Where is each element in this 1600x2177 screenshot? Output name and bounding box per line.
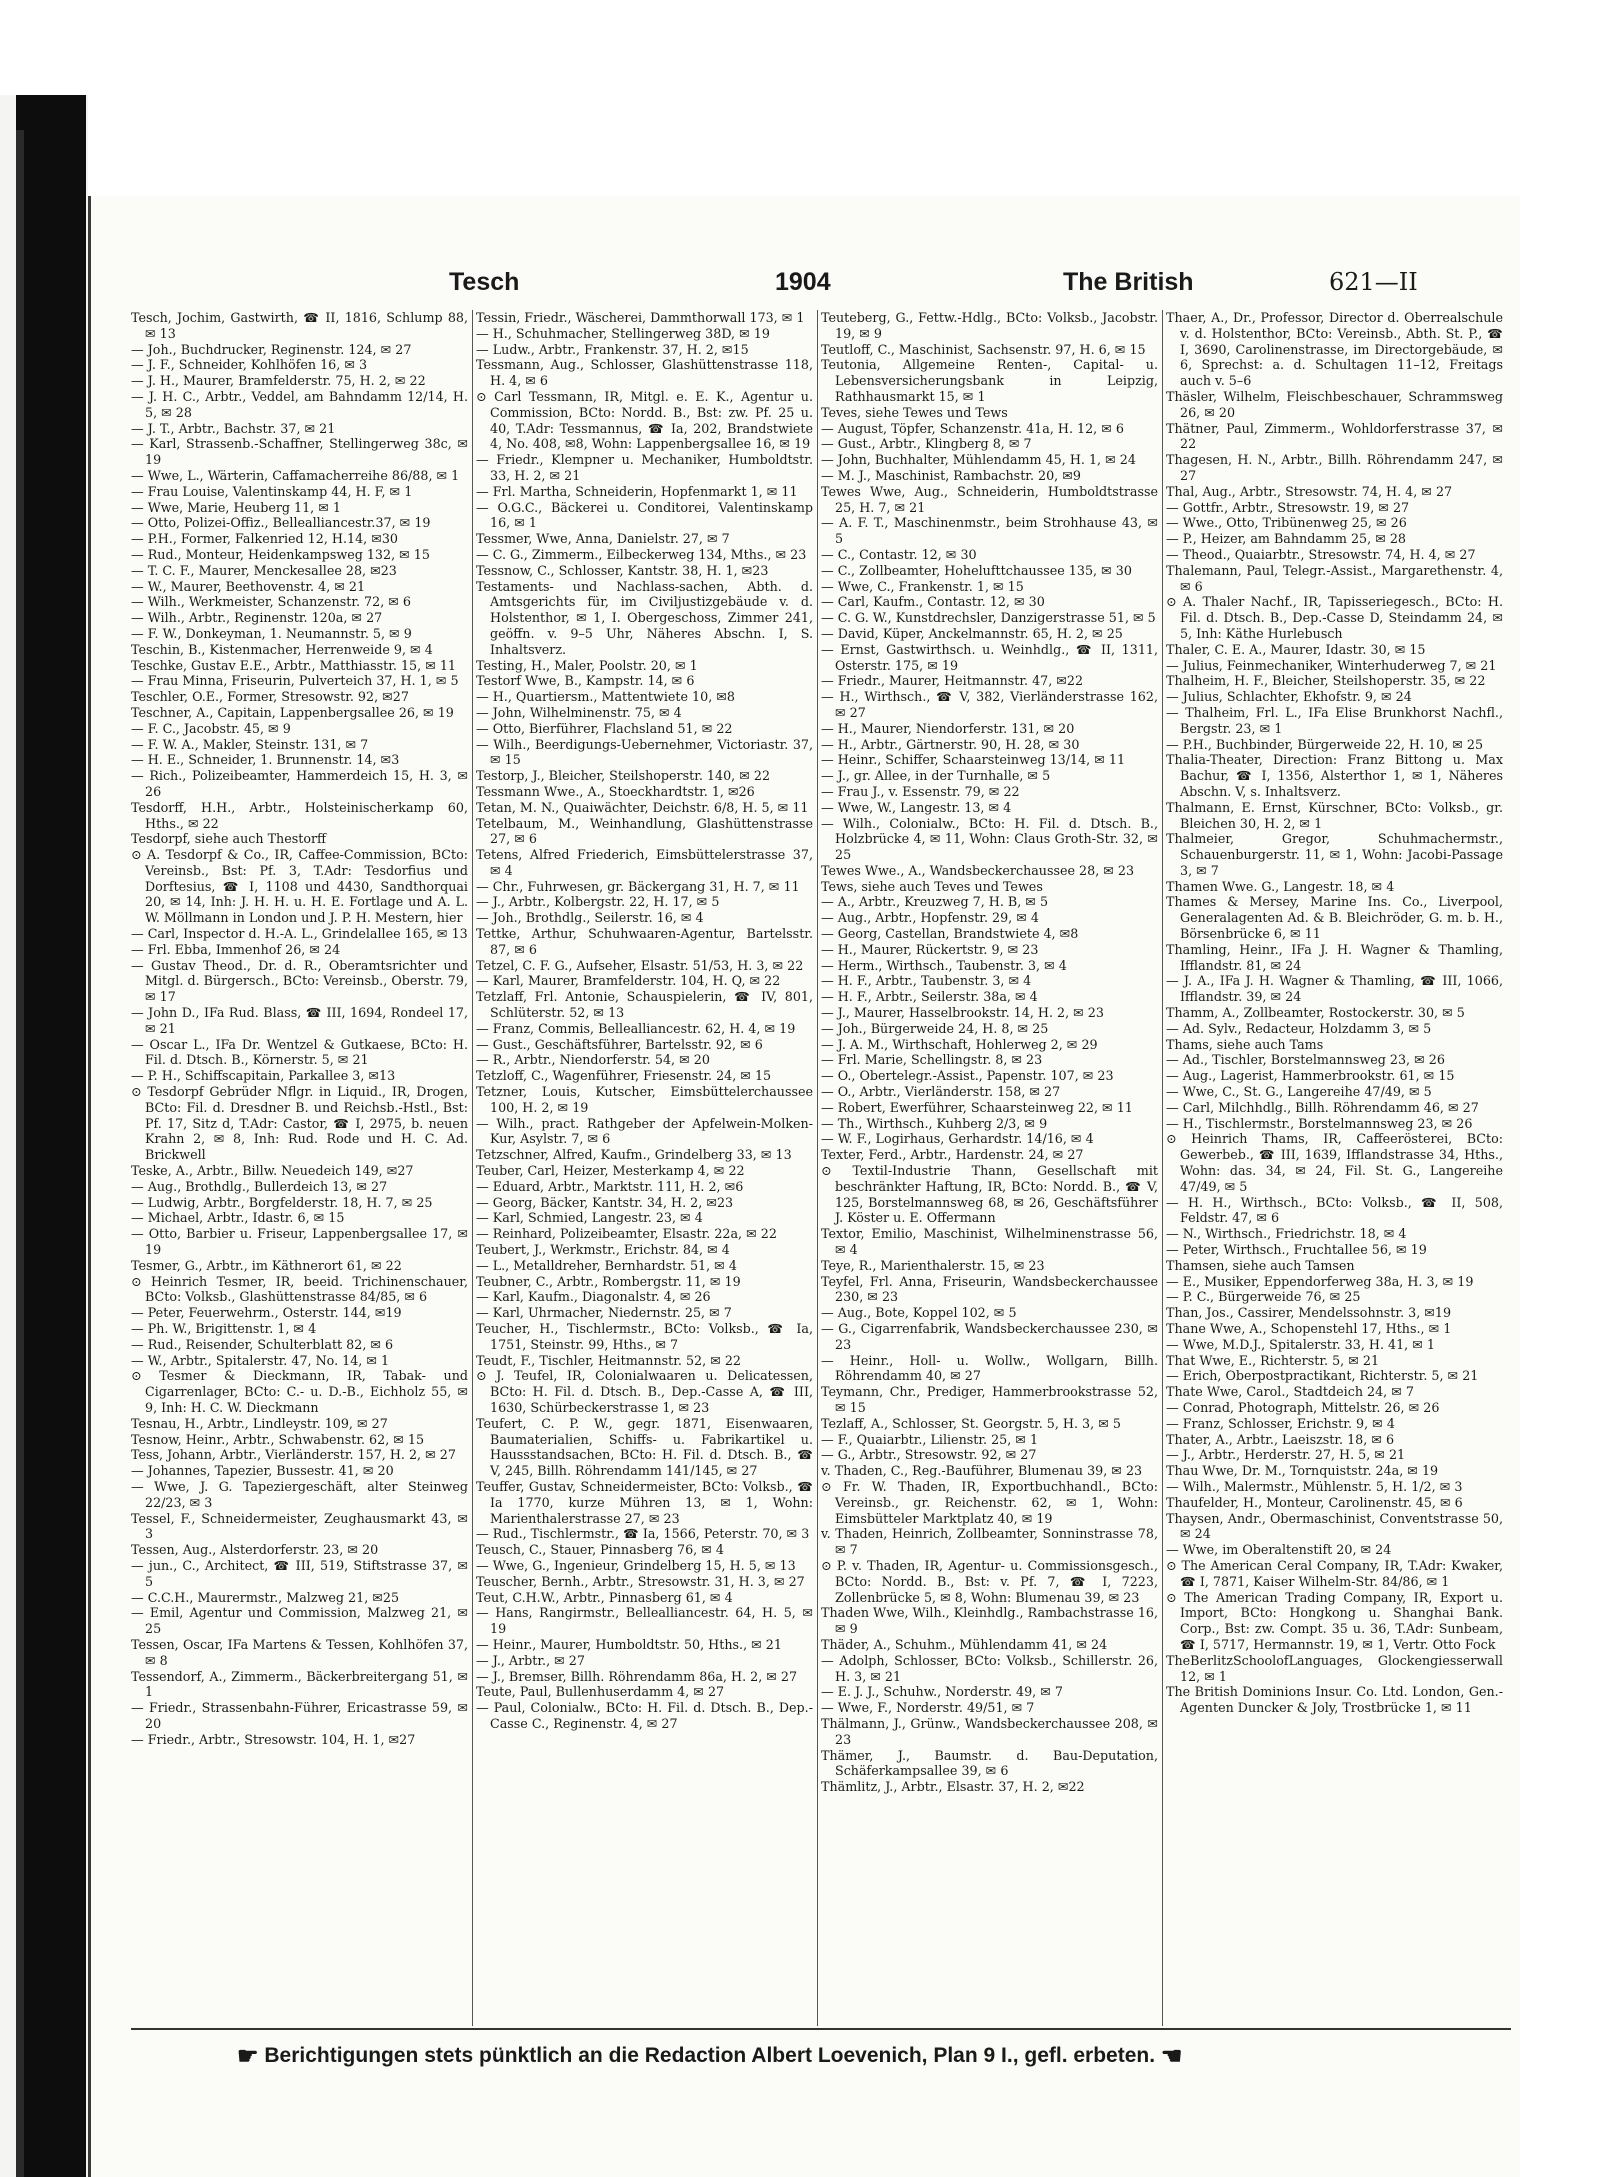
- directory-entry: — H., Wirthsch., ☎ V, 382, Vierländerstrasse 162, ✉ 27: [821, 689, 1158, 720]
- directory-entry: — Otto, Bierführer, Flachsland 51, ✉ 22: [476, 720, 733, 736]
- directory-entry: — Carl, Milchhdlg., Billh. Röhrendamm 46, ✉ 27: [1166, 1099, 1479, 1115]
- spine-gap: [16, 130, 24, 2177]
- directory-entry: Tessen, Oscar, IFa Martens & Tessen, Kohlhöfen 37, ✉ 8: [131, 1636, 468, 1668]
- directory-entry: — J. H. C., Arbtr., Veddel, am Bahndamm 12/14, H. 5, ✉ 28: [131, 388, 468, 420]
- directory-entry: — J., Bremser, Billh. Röhrendamm 86a, H. 2, ✉ 27: [476, 1668, 798, 1684]
- directory-entry: Teuscher, Bernh., Arbtr., Stresowstr. 31, H. 3, ✉ 27: [476, 1573, 805, 1589]
- directory-entry: — Frl. Martha, Schneiderin, Hopfenmarkt 1, ✉ 11: [476, 483, 798, 499]
- directory-entry: Tetzschner, Alfred, Kaufm., Grindelberg 33, ✉ 13: [476, 1147, 792, 1163]
- directory-entry: Tessmer, Wwe, Anna, Danielstr. 27, ✉ 7: [476, 531, 730, 547]
- directory-entry: — Ad., Tischler, Borstelmannsweg 23, ✉ 26: [1166, 1052, 1445, 1068]
- directory-entry: Thäder, A., Schuhm., Mühlendamm 41, ✉ 24: [821, 1636, 1108, 1652]
- directory-entry: — Karl, Strassenb.-Schaffner, Stellingerweg 38c, ✉ 19: [131, 436, 468, 468]
- directory-entry: Teufert, C. P. W., gegr. 1871, Eisenwaaren, Baumaterialien, Schiffs- u. Fabrikartikel u. Haussstandsachen, BCto: H. Fil. d. Dtsch. B., ☎ V, 245, Billh. Röhrendamm 141/145, ✉ 27: [476, 1415, 813, 1479]
- directory-entry: Teschke, Gustav E.E., Arbtr., Matthiasstr. 15, ✉ 11: [131, 657, 457, 673]
- directory-entry: — Paul, Colonialw., BCto: H. Fil. d. Dtsch. B., Dep.-Casse C., Reginenstr. 4, ✉ 27: [476, 1700, 813, 1731]
- directory-entry: v. Thaden, C., Reg.-Bauführer, Blumenau 39, ✉ 23: [821, 1463, 1143, 1479]
- directory-entry: Teuber, Carl, Heizer, Mesterkamp 4, ✉ 22: [476, 1163, 745, 1179]
- directory-entry: — Wwe, Marie, Heuberg 11, ✉ 1: [131, 499, 341, 515]
- directory-entry: — T. C. F., Maurer, Menckesallee 28, ✉23: [131, 562, 397, 578]
- footer-notice: [237, 2042, 1387, 2071]
- directory-entry: — Rud., Tischlermstr., ☎ Ia, 1566, Peterstr. 70, ✉ 3: [476, 1526, 810, 1542]
- directory-entry: — J. A. M., Wirthschaft, Hohlerweg 2, ✉ 29: [821, 1036, 1098, 1052]
- directory-entry: — Thalheim, Frl. L., IFa Elise Brunkhorst Nachfl., Bergstr. 23, ✉ 1: [1166, 704, 1503, 736]
- directory-entry: — Rud., Monteur, Heidenkampsweg 132, ✉ 15: [131, 546, 430, 562]
- directory-entry: — P., Heizer, am Bahndamm 25, ✉ 28: [1166, 531, 1406, 547]
- directory-entry: — W., Arbtr., Spitalerstr. 47, No. 14, ✉ 1: [131, 1352, 390, 1368]
- directory-entry: Tessmann, Aug., Schlosser, Glashüttenstrasse 118, H. 4, ✉ 6: [476, 357, 813, 389]
- directory-entry: — David, Küper, Anckelmannstr. 65, H. 2, ✉ 25: [821, 625, 1123, 641]
- directory-entry: — Wwe, im Oberaltenstift 20, ✉ 24: [1166, 1542, 1392, 1558]
- directory-entry: — W. F., Logirhaus, Gerhardstr. 14/16, ✉ 4: [821, 1131, 1094, 1147]
- directory-entry: Tess, Johann, Arbtr., Vierländerstr. 157, H. 2, ✉ 27: [131, 1447, 456, 1463]
- directory-entry: Thaden Wwe, Wilh., Kleinhdlg., Rambachstrasse 16, ✉ 9: [821, 1605, 1158, 1637]
- directory-entry: — Wwe, L., Wärterin, Caffamacherreihe 86/88, ✉ 1: [131, 467, 460, 483]
- footer-text: Berichtigungen stets pünktlich an die Redaction Albert Loevenich, Plan 9 I., gefl. erbeten.: [264, 2044, 1156, 2068]
- directory-entry: ⊙ Textil-Industrie Thann, Gesellschaft mit beschränkter Haftung, IR, BCto: Nordd. B., ☎ V, 125, Borstelmannsweg 68, ✉ 26, Geschäftsführer J. Köster u. E. Offermann: [821, 1163, 1158, 1226]
- directory-entry: — H. H., Wirthsch., BCto: Volksb., ☎ II, 508, Feldstr. 47, ✉ 6: [1166, 1194, 1503, 1226]
- directory-entry: — Heinr., Schiffer, Schaarsteinweg 13/14, ✉ 11: [821, 752, 1126, 768]
- directory-entry: Tettke, Arthur, Schuhwaaren-Agentur, Bartelsstr. 87, ✉ 6: [476, 926, 813, 957]
- directory-entry: — J. F., Schneider, Kohlhöfen 16, ✉ 3: [131, 357, 368, 373]
- directory-entry: — Ludw., Arbtr., Frankenstr. 37, H. 2, ✉15: [476, 341, 749, 357]
- directory-entry: — Aug., Brothdlg., Bullerdeich 13, ✉ 27: [131, 1178, 388, 1194]
- pointing-hand-left-icon: ☚: [1160, 2043, 1183, 2070]
- directory-entry: — Wwe, G., Ingenieur, Grindelberg 15, H. 5, ✉ 13: [476, 1557, 796, 1573]
- directory-entry: — R., Arbtr., Niendorferstr. 54, ✉ 20: [476, 1052, 710, 1068]
- book-spine-shadow: [16, 95, 86, 2177]
- directory-entry: Thamm, A., Zollbeamter, Rostockerstr. 30, ✉ 5: [1166, 1005, 1465, 1021]
- directory-entry: — Otto, Polizei-Offiz., Bellealliancestr.37, ✉ 19: [131, 515, 431, 531]
- directory-entry: Tesdorff, H.H., Arbtr., Holsteinischerkamp 60, Hths., ✉ 22: [131, 799, 468, 831]
- directory-entry: — Rud., Reisender, Schulterblatt 82, ✉ 6: [131, 1336, 394, 1352]
- directory-entry: Teusch, C., Stauer, Pinnasberg 76, ✉ 4: [476, 1542, 724, 1558]
- directory-entry: — E. J. J., Schuhw., Norderstr. 49, ✉ 7: [821, 1684, 1063, 1700]
- directory-entry: Teubner, C., Arbtr., Rombergstr. 11, ✉ 19: [476, 1273, 741, 1289]
- directory-entry: — H., Schuhmacher, Stellingerweg 38D, ✉ 19: [476, 325, 770, 341]
- directory-entry: — H. F., Arbtr., Taubenstr. 3, ✉ 4: [821, 973, 1032, 989]
- directory-entry: — Karl, Maurer, Bramfelderstr. 104, H. Q, ✉ 22: [476, 973, 781, 989]
- directory-entry: — M. J., Maschinist, Rambachstr. 20, ✉9: [821, 467, 1081, 483]
- directory-entry: — Gust., Arbtr., Klingberg 8, ✉ 7: [821, 436, 1032, 452]
- directory-entry: — Wwe, C., St. G., Langereihe 47/49, ✉ 5: [1166, 1084, 1432, 1100]
- directory-entry: Thate Wwe, Carol., Stadtdeich 24, ✉ 7: [1166, 1384, 1414, 1400]
- directory-entry: Thämlitz, J., Arbtr., Elsastr. 37, H. 2, ✉22: [821, 1779, 1085, 1795]
- directory-entry: — Friedr., Arbtr., Stresowstr. 104, H. 1, ✉27: [131, 1731, 416, 1747]
- directory-entry: Tessnow, C., Schlosser, Kantstr. 38, H. 1, ✉23: [476, 562, 769, 578]
- directory-entry: — H., Arbtr., Gärtnerstr. 90, H. 28, ✉ 30: [821, 736, 1080, 752]
- directory-entry: — J., Maurer, Hasselbrookstr. 14, H. 2, ✉ 23: [821, 1005, 1104, 1021]
- directory-entry: — Eduard, Arbtr., Marktstr. 111, H. 2, ✉6: [476, 1178, 744, 1194]
- directory-entry: — Otto, Barbier u. Friseur, Lappenbergsallee 17, ✉ 19: [131, 1226, 468, 1258]
- directory-entry: Teyfel, Frl. Anna, Friseurin, Wandsbeckerchaussee 230, ✉ 23: [821, 1273, 1158, 1305]
- directory-entry: — Gottfr., Arbtr., Stresowstr. 19, ✉ 27: [1166, 499, 1410, 515]
- directory-entry: — J., Arbtr., Kolbergstr. 22, H. 17, ✉ 5: [476, 894, 720, 910]
- directory-entry: — Georg, Bäcker, Kantstr. 34, H. 2, ✉23: [476, 1194, 734, 1210]
- directory-entry: Teske, A., Arbtr., Billw. Neuedeich 149, ✉27: [131, 1163, 414, 1179]
- directory-entry: Teudt, F., Tischler, Heitmannstr. 52, ✉ 22: [476, 1352, 742, 1368]
- directory-entry: The British Dominions Insur. Co. Ltd. London, Gen.-Agenten Duncker & Joly, Trostbrücke 1, ✉ 11: [1166, 1684, 1503, 1716]
- directory-entry: Tetzel, C. F. G., Aufseher, Elsastr. 51/53, H. 3, ✉ 22: [476, 957, 804, 973]
- directory-entry: — Heinr., Holl- u. Wollw., Wollgarn, Billh. Röhrendamm 40, ✉ 27: [821, 1352, 1158, 1384]
- directory-entry: — H., Maurer, Niendorferstr. 131, ✉ 20: [821, 720, 1075, 736]
- directory-entry: — Wwe, F., Norderstr. 49/51, ✉ 7: [821, 1700, 1035, 1716]
- directory-entry: Thal, Aug., Arbtr., Stresowstr. 74, H. 4, ✉ 27: [1166, 483, 1453, 499]
- directory-entry: — Adolph, Schlosser, BCto: Volksb., Schillerstr. 26, H. 3, ✉ 21: [821, 1652, 1158, 1684]
- directory-entry: — Karl, Schmied, Langestr. 23, ✉ 4: [476, 1210, 703, 1226]
- directory-entry: — Wilh., Colonialw., BCto: H. Fil. d. Dtsch. B., Holzbrücke 4, ✉ 11, Wohn: Claus Groth-Str. 32, ✉ 25: [821, 815, 1158, 863]
- directory-entry: — Robert, Ewerführer, Schaarsteinweg 22, ✉ 11: [821, 1099, 1133, 1115]
- directory-entry: Teschner, A., Capitain, Lappenbergsallee 26, ✉ 19: [131, 704, 454, 720]
- directory-entry: — Wwe, C., Frankenstr. 1, ✉ 15: [821, 578, 1024, 594]
- directory-entry: Thagesen, H. N., Arbtr., Billh. Röhrendamm 247, ✉ 27: [1166, 452, 1503, 483]
- directory-entry: — Gustav Theod., Dr. d. R., Oberamtsrichter und Mitgl. d. Bürgersch., BCto: Vereinsb., Oberstr. 79, ✉ 17: [131, 957, 468, 1005]
- directory-entry: Tessendorf, A., Zimmerm., Bäckerbreitergang 51, ✉ 1: [131, 1668, 468, 1700]
- directory-entry: Thaer, A., Dr., Professor, Director d. Oberrealschule v. d. Holstenthor, BCto: Vereinsb., Abth. St. P., ☎ I, 3690, Carolinenstrasse, im Directorgebäude, ✉ 6, Sprechst: a. d. Schultagen 11–12, Freitags auch v. 5–6: [1166, 310, 1503, 389]
- directory-entry: Teuffer, Gustav, Schneidermeister, BCto: Volksb., ☎ Ia 1770, kurze Mühren 13, ✉ 1, Wohn: Marienthalerstrasse 27, ✉ 23: [476, 1478, 813, 1526]
- directory-entry: Thalheim, H. F., Bleicher, Steilshoperstr. 35, ✉ 22: [1166, 673, 1486, 689]
- directory-entry: — Joh., Buchdrucker, Reginenstr. 124, ✉ 27: [131, 341, 412, 357]
- directory-entry: — Joh., Brothdlg., Seilerstr. 16, ✉ 4: [476, 910, 704, 926]
- directory-entry: Thäsler, Wilhelm, Fleischbeschauer, Schrammsweg 26, ✉ 20: [1166, 388, 1503, 420]
- directory-entry: — jun., C., Architect, ☎ III, 519, Stiftstrasse 37, ✉ 5: [131, 1557, 468, 1589]
- directory-entry: — Wwe., Otto, Tribünenweg 25, ✉ 26: [1166, 515, 1407, 531]
- directory-entry: Tetzloff, C., Wagenführer, Friesenstr. 24, ✉ 15: [476, 1068, 772, 1084]
- directory-entry: — Th., Wirthsch., Kuhberg 2/3, ✉ 9: [821, 1115, 1048, 1131]
- directory-entry: Tesnow, Heinr., Arbtr., Schwabenstr. 62, ✉ 15: [131, 1431, 425, 1447]
- directory-entry: — Franz, Schlosser, Erichstr. 9, ✉ 4: [1166, 1415, 1395, 1431]
- directory-entry: — Peter, Feuerwehrm., Osterstr. 144, ✉19: [131, 1305, 402, 1321]
- running-head: [91, 268, 1523, 302]
- directory-entry: Thätner, Paul, Zimmerm., Wohldorferstrasse 37, ✉ 22: [1166, 420, 1503, 452]
- directory-entry: — Rich., Polizeibeamter, Hammerdeich 15, H. 3, ✉ 26: [131, 768, 468, 799]
- directory-entry: — C. G., Zimmerm., Eilbeckerweg 134, Mths., ✉ 23: [476, 546, 807, 562]
- directory-entry: Teschin, B., Kistenmacher, Herrenweide 9, ✉ 4: [131, 641, 433, 657]
- directory-entry: ⊙ Heinrich Thams, IR, Caffeerösterei, BCto: Gewerbeb., ☎ III, 1639, Ifflandstrasse 34, Hths., Wohn: das. 34, ✉ 24, Fil. St. G., Langereihe 47/49, ✉ 5: [1166, 1131, 1503, 1194]
- directory-entry: — Ad. Sylv., Redacteur, Holzdamm 3, ✉ 5: [1166, 1020, 1432, 1036]
- directory-entry: ⊙ J. Teufel, IR, Colonialwaaren u. Delicatessen, BCto: H. Fil. d. Dtsch. B., Dep.-Casse A, ☎ III, 1630, Schürbeckerstrasse 1, ✉ 23: [476, 1368, 813, 1415]
- directory-entry: — Frl. Marie, Schellingstr. 8, ✉ 23: [821, 1052, 1043, 1068]
- directory-entry: ⊙ Heinrich Tesmer, IR, beeid. Trichinenschauer, BCto: Volksb., Glashüttenstrasse 84/85, ✉ 6: [131, 1273, 468, 1305]
- directory-entry: — John D., IFa Rud. Blass, ☎ III, 1694, Rondeel 17, ✉ 21: [131, 1005, 468, 1036]
- directory-columns: [131, 310, 1511, 2026]
- directory-entry: ⊙ Fr. W. Thaden, IR, Exportbuchhandl., BCto: Vereinsb., gr. Reichenstr. 62, ✉ 1, Wohn: Eimsbütteler Marktplatz 40, ✉ 19: [821, 1478, 1158, 1526]
- directory-entry: — J., gr. Allee, in der Turnhalle, ✉ 5: [821, 768, 1051, 784]
- directory-entry: Teye, R., Marienthalerstr. 15, ✉ 23: [821, 1257, 1045, 1273]
- directory-entry: Tezlaff, A., Schlosser, St. Georgstr. 5, H. 3, ✉ 5: [821, 1415, 1121, 1431]
- directory-entry: — Georg, Castellan, Brandstwiete 4, ✉8: [821, 926, 1079, 942]
- directory-entry: Thalmann, E. Ernst, Kürschner, BCto: Volksb., gr. Bleichen 30, H. 2, ✉ 1: [1166, 799, 1503, 831]
- column-2: [476, 310, 813, 2026]
- directory-entry: — A., Arbtr., Kreuzweg 7, H. B, ✉ 5: [821, 894, 1049, 910]
- directory-entry: — P.H., Buchbinder, Bürgerweide 22, H. 10, ✉ 25: [1166, 736, 1484, 752]
- directory-entry: — Friedr., Strassenbahn-Führer, Ericastrasse 59, ✉ 20: [131, 1700, 468, 1731]
- footer-rule: [131, 2028, 1511, 2030]
- directory-entry: — Wilh., Werkmeister, Schanzenstr. 72, ✉ 6: [131, 594, 412, 610]
- directory-entry: Tessin, Friedr., Wäscherei, Dammthorwall 173, ✉ 1: [476, 310, 805, 325]
- directory-entry: Thalia-Theater, Direction: Franz Bittong u. Max Bachur, ☎ I, 1356, Alsterthor 1, ✉ 1, Näheres Abschn. V, s. Inhaltsverz.: [1166, 752, 1503, 799]
- header-left-keyword: Tesch: [449, 268, 520, 296]
- directory-entry: — Wilh., Arbtr., Reginenstr. 120a, ✉ 27: [131, 610, 383, 626]
- directory-entry: Testorp, J., Bleicher, Steilshoperstr. 140, ✉ 22: [476, 768, 771, 784]
- directory-entry: ⊙ A. Tesdorpf & Co., IR, Caffee-Commission, BCto: Vereinsb., Bst: Pf. 3, T.Adr: Tesdorfius und Dorftesius, ☎ I, 1108 und 4430, Sandthorquai 20, ✉ 14, Inh: J. H. H. u. H. E. Fortlage und A. L. W. Möllmann in London und J. P. H. Mestern, hier: [131, 847, 468, 926]
- directory-entry: — Hans, Rangirmstr., Bellealliancestr. 64, H. 5, ✉ 19: [476, 1605, 813, 1637]
- directory-entry: — Herm., Wirthsch., Taubenstr. 3, ✉ 4: [821, 957, 1067, 973]
- directory-entry: — P.H., Former, Falkenried 12, H.14, ✉30: [131, 531, 398, 547]
- directory-entry: — E., Musiker, Eppendorferweg 38a, H. 3, ✉ 19: [1166, 1273, 1474, 1289]
- directory-entry: — J. H., Maurer, Bramfelderstr. 75, H. 2, ✉ 22: [131, 373, 426, 389]
- directory-entry: — O., Obertelegr.-Assist., Papenstr. 107, ✉ 23: [821, 1068, 1114, 1084]
- directory-entry: — H. E., Schneider, 1. Brunnenstr. 14, ✉3: [131, 752, 400, 768]
- directory-entry: — H. F., Arbtr., Seilerstr. 38a, ✉ 4: [821, 989, 1038, 1005]
- directory-entry: Testorf Wwe, B., Kampstr. 14, ✉ 6: [476, 673, 695, 689]
- directory-entry: — J. T., Arbtr., Bachstr. 37, ✉ 21: [131, 420, 336, 436]
- directory-entry: Tetzner, Louis, Kutscher, Eimsbüttelerchaussee 100, H. 2, ✉ 19: [476, 1084, 813, 1115]
- directory-entry: — F. C., Jacobstr. 45, ✉ 9: [131, 720, 291, 736]
- directory-entry: — F., Quaiarbtr., Lilienstr. 25, ✉ 1: [821, 1431, 1039, 1447]
- column-3: [821, 310, 1158, 2026]
- directory-entry: Tetelbaum, M., Weinhandlung, Glashüttenstrasse 27, ✉ 6: [476, 815, 813, 847]
- directory-entry: Tesmer, G., Arbtr., im Käthnerort 61, ✉ 22: [131, 1257, 402, 1273]
- column-divider: [472, 310, 473, 2026]
- directory-entry: — John, Wilhelminenstr. 75, ✉ 4: [476, 704, 682, 720]
- directory-entry: Thamsen, siehe auch Tamsen: [1166, 1257, 1355, 1273]
- directory-entry: — Karl, Kaufm., Diagonalstr. 4, ✉ 26: [476, 1289, 711, 1305]
- directory-entry: ⊙ Tesdorpf Gebrüder Nflgr. in Liquid., IR, Drogen, BCto: Fil. d. Dresdner B. und Reichsb.-Hstl., Bst: Pf. 17, Sitz d, T.Adr: Castor, ☎ I, 2975, b. neuen Krahn 2, ✉ 8, Inh: Rud. Rode und H. C. Ad. Brickwell: [131, 1084, 468, 1163]
- directory-entry: — P. H., Schiffscapitain, Parkallee 3, ✉13: [131, 1068, 396, 1084]
- directory-entry: — Aug., Lagerist, Hammerbrookstr. 61, ✉ 15: [1166, 1068, 1455, 1084]
- directory-entry: — J., Arbtr., ✉ 27: [476, 1652, 585, 1668]
- directory-entry: ⊙ A. Thaler Nachf., IR, Tapisseriegesch., BCto: H. Fil. d. Dtsch. B., Dep.-Casse D, Steindamm 24, ✉ 5, Inh: Käthe Hurlebusch: [1166, 594, 1503, 641]
- directory-entry: Tews, siehe auch Teves und Tewes: [821, 878, 1043, 894]
- directory-entry: Testaments- und Nachlass-sachen, Abth. d. Amtsgerichts für, im Civiljustizgebäude v. d. Holstenthor, ✉ 1, I. Obergeschoss, Zimmer 241, geöffn. v. 9–5 Uhr, Näheres Abschn. I, S. Inhaltsverz.: [476, 578, 813, 657]
- directory-entry: — Aug., Bote, Koppel 102, ✉ 5: [821, 1305, 1017, 1321]
- directory-entry: Tewes Wwe., A., Wandsbeckerchaussee 28, ✉ 23: [821, 862, 1135, 878]
- directory-entry: Tesdorpf, siehe auch Thestorff: [131, 831, 327, 847]
- directory-entry: — C., Contastr. 12, ✉ 30: [821, 546, 977, 562]
- column-divider: [1162, 310, 1163, 2026]
- directory-entry: Thames & Mersey, Marine Ins. Co., Liverpool, Generalagenten Ad. & B. Bleichröder, G. m. b. H., Börsenbrücke 6, ✉ 11: [1166, 894, 1503, 942]
- directory-entry: — Wilh., Beerdigungs-Uebernehmer, Victoriastr. 37, ✉ 15: [476, 736, 813, 768]
- directory-entry: ⊙ P. v. Thaden, IR, Agentur- u. Commissionsgesch., BCto: Nordd. B., Bst: v. Pf. 7, ☎ I, 7223, Zollenbrücke 5, ✉ 8, Wohn: Blumenau 39, ✉ 23: [821, 1557, 1158, 1605]
- directory-entry: Thälmann, J., Grünw., Wandsbeckerchaussee 208, ✉ 23: [821, 1715, 1158, 1747]
- directory-entry: — F. W., Donkeyman, 1. Neumannstr. 5, ✉ 9: [131, 625, 412, 641]
- directory-entry: — H., Quartiersm., Mattentwiete 10, ✉8: [476, 689, 735, 705]
- directory-entry: — O., Arbtr., Vierländerstr. 158, ✉ 27: [821, 1084, 1061, 1100]
- directory-entry: — Wwe, J. G. Tapeziergeschäft, alter Steinweg 22/23, ✉ 3: [131, 1478, 468, 1510]
- directory-entry: — A. F. T., Maschinenmstr., beim Strohhause 43, ✉ 5: [821, 515, 1158, 547]
- directory-entry: Thamling, Heinr., IFa J. H. Wagner & Thamling, Ifflandstr. 81, ✉ 24: [1166, 941, 1503, 973]
- directory-entry: — Wilh., pract. Rathgeber der Apfelwein-Molken-Kur, Asylstr. 7, ✉ 6: [476, 1115, 813, 1147]
- pointing-hand-icon: ☛: [237, 2043, 259, 2070]
- directory-entry: — L., Metalldreher, Bernhardstr. 51, ✉ 4: [476, 1257, 737, 1273]
- directory-entry: Teuteberg, G., Fettw.-Hdlg., BCto: Volksb., Jacobstr. 19, ✉ 9: [821, 310, 1158, 341]
- directory-entry: — G., Arbtr., Stresowstr. 92, ✉ 27: [821, 1447, 1037, 1463]
- directory-entry: Tesnau, H., Arbtr., Lindleystr. 109, ✉ 27: [131, 1415, 388, 1431]
- directory-entry: Teut, C.H.W., Arbtr., Pinnasberg 61, ✉ 4: [476, 1589, 733, 1605]
- directory-entry: — Frau J., v. Essenstr. 79, ✉ 22: [821, 783, 1020, 799]
- directory-entry: — G., Cigarrenfabrik, Wandsbeckerchaussee 230, ✉ 23: [821, 1321, 1158, 1352]
- directory-entry: — Carl, Kaufm., Contastr. 12, ✉ 30: [821, 594, 1045, 610]
- directory-entry: — Frau Louise, Valentinskamp 44, H. F, ✉ 1: [131, 483, 413, 499]
- directory-entry: — Franz, Commis, Bellealliancestr. 62, H. 4, ✉ 19: [476, 1020, 796, 1036]
- directory-entry: — P. C., Bürgerweide 76, ✉ 25: [1166, 1289, 1361, 1305]
- directory-entry: Thämer, J., Baumstr. d. Bau-Deputation, Schäferkampsallee 39, ✉ 6: [821, 1747, 1158, 1779]
- directory-entry: — Joh., Bürgerweide 24, H. 8, ✉ 25: [821, 1020, 1049, 1036]
- directory-entry: Tessen, Aug., Alsterdorferstr. 23, ✉ 20: [131, 1542, 379, 1558]
- directory-entry: Thaysen, Andr., Obermaschinist, Conventstrasse 50, ✉ 24: [1166, 1510, 1503, 1542]
- directory-entry: — Friedr., Maurer, Heitmannstr. 47, ✉22: [821, 673, 1084, 689]
- directory-entry: ⊙ Tesmer & Dieckmann, IR, Tabak- und Cigarrenlager, BCto: C.- u. D.-B., Eichholz 55, ✉ 9, Inh: H. C. W. Dieckmann: [131, 1368, 468, 1415]
- directory-entry: — Reinhard, Polizeibeamter, Elsastr. 22a, ✉ 22: [476, 1226, 777, 1242]
- column-4: [1166, 310, 1503, 2026]
- directory-entry: Teucher, H., Tischlermstr., BCto: Volksb., ☎ Ia, 1751, Steinstr. 99, Hths., ✉ 7: [476, 1321, 813, 1352]
- directory-entry: — Ernst, Gastwirthsch. u. Weinhdlg., ☎ II, 1311, Osterstr. 175, ✉ 19: [821, 641, 1158, 673]
- directory-entry: — Ph. W., Brigittenstr. 1, ✉ 4: [131, 1321, 317, 1336]
- directory-entry: Teutloff, C., Maschinist, Sachsenstr. 97, H. 6, ✉ 15: [821, 341, 1146, 357]
- directory-entry: Texter, Ferd., Arbtr., Hardenstr. 24, ✉ 27: [821, 1147, 1084, 1163]
- directory-entry: Tetens, Alfred Friederich, Eimsbüttelerstrasse 37, ✉ 4: [476, 847, 813, 878]
- directory-entry: — J., Arbtr., Herderstr. 27, H. 5, ✉ 21: [1166, 1447, 1406, 1463]
- directory-entry: — Julius, Schlachter, Ekhofstr. 9, ✉ 24: [1166, 689, 1412, 705]
- directory-entry: Thane Wwe, A., Schopenstehl 17, Hths., ✉ 1: [1166, 1321, 1452, 1336]
- directory-entry: Teves, siehe Tewes und Tews: [821, 404, 1008, 420]
- directory-entry: Thau Wwe, Dr. M., Tornquiststr. 24a, ✉ 19: [1166, 1463, 1439, 1479]
- page-number: 621—II: [1329, 268, 1418, 296]
- directory-entry: — W., Maurer, Beethovenstr. 4, ✉ 21: [131, 578, 366, 594]
- directory-entry: — N., Wirthsch., Friedrichstr. 18, ✉ 4: [1166, 1226, 1407, 1242]
- directory-entry: Teubert, J., Werkmstr., Erichstr. 84, ✉ 4: [476, 1242, 730, 1258]
- directory-entry: Thamen Wwe. G., Langestr. 18, ✉ 4: [1166, 878, 1395, 894]
- directory-entry: — Wwe, W., Langestr. 13, ✉ 4: [821, 799, 1012, 815]
- directory-entry: — Peter, Wirthsch., Fruchtallee 56, ✉ 19: [1166, 1242, 1427, 1258]
- directory-entry: Teute, Paul, Bullenhuserdamm 4, ✉ 27: [476, 1684, 725, 1700]
- directory-entry: Thater, A., Arbtr., Laeiszstr. 18, ✉ 6: [1166, 1431, 1395, 1447]
- directory-entry: — Oscar L., IFa Dr. Wentzel & Gutkaese, BCto: H. Fil. d. Dtsch. B., Körnerstr. 5, ✉ 21: [131, 1036, 468, 1068]
- directory-entry: — C., Zollbeamter, Hohelufttchaussee 135, ✉ 30: [821, 562, 1132, 578]
- directory-entry: Testing, H., Maler, Poolstr. 20, ✉ 1: [476, 657, 698, 673]
- directory-entry: — Chr., Fuhrwesen, gr. Bäckergang 31, H. 7, ✉ 11: [476, 878, 800, 894]
- directory-entry: — J. A., IFa J. H. Wagner & Thamling, ☎ III, 1066, Ifflandstr. 39, ✉ 24: [1166, 973, 1503, 1005]
- directory-entry: — C.C.H., Maurermstr., Malzweg 21, ✉25: [131, 1589, 400, 1605]
- directory-entry: ⊙ Carl Tessmann, IR, Mitgl. e. E. K., Agentur u. Commission, BCto: Nordd. B., Bst: zw. Pf. 25 u. 40, T.Adr: Tessmannus, ☎ Ia, 202, Brandstwiete 4, No. 408, ✉8, Wohn: Lappenbergsallee 16, ✉ 19: [476, 388, 813, 452]
- directory-entry: — Emil, Agentur und Commission, Malzweg 21, ✉ 25: [131, 1605, 468, 1637]
- directory-entry: Than, Jos., Cassirer, Mendelssohnstr. 3, ✉19: [1166, 1305, 1452, 1321]
- directory-entry: Thalmeier, Gregor, Schuhmachermstr., Schauenburgerstr. 11, ✉ 1, Wohn: Jacobi-Passage 3, ✉ 7: [1166, 831, 1503, 878]
- directory-entry: — John, Buchhalter, Mühlendamm 45, H. 1, ✉ 24: [821, 452, 1136, 468]
- directory-entry: Tessmann Wwe., A., Stoeckhardtstr. 1, ✉26: [476, 783, 755, 799]
- directory-entry: Teschler, O.E., Former, Stresowstr. 92, ✉27: [131, 689, 409, 705]
- directory-entry: — Frau Minna, Friseurin, Pulverteich 37, H. 1, ✉ 5: [131, 673, 459, 689]
- header-right-keyword: The British: [1063, 268, 1194, 296]
- directory-entry: That Wwe, E., Richterstr. 5, ✉ 21: [1166, 1352, 1380, 1368]
- directory-entry: — Erich, Oberpostpractikant, Richterstr. 5, ✉ 21: [1166, 1368, 1479, 1384]
- directory-entry: — Johannes, Tapezier, Bussestr. 41, ✉ 20: [131, 1463, 394, 1479]
- directory-entry: — Frl. Ebba, Immenhof 26, ✉ 24: [131, 941, 341, 957]
- column-divider: [817, 310, 818, 2026]
- directory-entry: — Conrad, Photograph, Mittelstr. 26, ✉ 26: [1166, 1399, 1440, 1415]
- header-year: 1904: [775, 268, 831, 296]
- directory-entry: Tessel, F., Schneidermeister, Zeughausmarkt 43, ✉ 3: [131, 1510, 468, 1542]
- directory-page: [88, 196, 1520, 2177]
- directory-entry: Thams, siehe auch Tams: [1166, 1036, 1324, 1052]
- directory-entry: TheBerlitzSchoolofLanguages, Glockengiesserwall 12, ✉ 1: [1166, 1652, 1503, 1684]
- directory-entry: Tesch, Jochim, Gastwirth, ☎ II, 1816, Schlump 88, ✉ 13: [131, 310, 468, 341]
- directory-entry: — F. W. A., Makler, Steinstr. 131, ✉ 7: [131, 736, 369, 752]
- directory-entry: Teutonia, Allgemeine Renten-, Capital- u. Lebensversicherungsbank in Leipzig, Rathhausmarkt 15, ✉ 1: [821, 357, 1158, 404]
- directory-entry: — Julius, Feinmechaniker, Winterhuderweg 7, ✉ 21: [1166, 657, 1497, 673]
- directory-entry: — O.G.C., Bäckerei u. Conditorei, Valentinskamp 16, ✉ 1: [476, 499, 813, 531]
- directory-entry: — August, Töpfer, Schanzenstr. 41a, H. 12, ✉ 6: [821, 420, 1124, 436]
- column-1: [131, 310, 468, 2026]
- directory-entry: ⊙ The American Trading Company, IR, Export u. Import, BCto: Hongkong u. Shanghai Bank. Corp., Bst: zw. Compt. 35 u. 36, T.Adr: Sunbeam, ☎ I, 5717, Hermannstr. 19, ✉ 1, Vertr. Otto Fock: [1166, 1589, 1503, 1652]
- directory-entry: — Wilh., Malermstr., Mühlenstr. 5, H. 1/2, ✉ 3: [1166, 1478, 1463, 1494]
- directory-entry: — Aug., Arbtr., Hopfenstr. 29, ✉ 4: [821, 910, 1039, 926]
- directory-entry: — Wwe, M.D.J., Spitalerstr. 33, H. 41, ✉ 1: [1166, 1336, 1435, 1352]
- directory-entry: Tetan, M. N., Quaiwächter, Deichstr. 6/8, H. 5, ✉ 11: [476, 799, 809, 815]
- directory-entry: Tewes Wwe, Aug., Schneiderin, Humboldtstrasse 25, H. 7, ✉ 21: [821, 483, 1158, 515]
- directory-entry: — Heinr., Maurer, Humboldtstr. 50, Hths., ✉ 21: [476, 1636, 782, 1652]
- directory-entry: — Ludwig, Arbtr., Borgfelderstr. 18, H. 7, ✉ 25: [131, 1194, 433, 1210]
- directory-entry: — Karl, Uhrmacher, Niedernstr. 25, ✉ 7: [476, 1305, 732, 1321]
- directory-entry: — H., Tischlermstr., Borstelmannsweg 23, ✉ 26: [1166, 1115, 1473, 1131]
- directory-entry: v. Thaden, Heinrich, Zollbeamter, Sonninstrasse 78, ✉ 7: [821, 1526, 1158, 1558]
- directory-entry: — H., Maurer, Rückertstr. 9, ✉ 23: [821, 941, 1039, 957]
- directory-entry: — Theod., Quaiarbtr., Stresowstr. 74, H. 4, ✉ 27: [1166, 546, 1476, 562]
- directory-entry: — Gust., Geschäftsführer, Bartelsstr. 92, ✉ 6: [476, 1036, 763, 1052]
- directory-entry: Thaler, C. E. A., Maurer, Idastr. 30, ✉ 15: [1166, 641, 1426, 657]
- directory-entry: — C. G. W., Kunstdrechsler, Danzigerstrasse 51, ✉ 5: [821, 610, 1156, 626]
- directory-entry: Tetzlaff, Frl. Antonie, Schauspielerin, ☎ IV, 801, Schlüterstr. 52, ✉ 13: [476, 989, 813, 1021]
- directory-entry: Thalemann, Paul, Telegr.-Assist., Margarethenstr. 4, ✉ 6: [1166, 562, 1503, 594]
- directory-entry: ⊙ The American Ceral Company, IR, T.Adr: Kwaker, ☎ I, 7871, Kaiser Wilhelm-Str. 84/86, ✉ 1: [1166, 1557, 1503, 1589]
- directory-entry: — Carl, Inspector d. H.-A. L., Grindelallee 165, ✉ 13: [131, 926, 468, 942]
- directory-entry: Textor, Emilio, Maschinist, Wilhelminenstrasse 56, ✉ 4: [821, 1226, 1158, 1258]
- directory-entry: Teymann, Chr., Prediger, Hammerbrookstrasse 52, ✉ 15: [821, 1384, 1158, 1415]
- directory-entry: — Michael, Arbtr., Idastr. 6, ✉ 15: [131, 1210, 345, 1226]
- directory-entry: Thaufelder, H., Monteur, Carolinenstr. 45, ✉ 6: [1166, 1494, 1463, 1510]
- directory-entry: — Friedr., Klempner u. Mechaniker, Humboldtstr. 33, H. 2, ✉ 21: [476, 452, 813, 483]
